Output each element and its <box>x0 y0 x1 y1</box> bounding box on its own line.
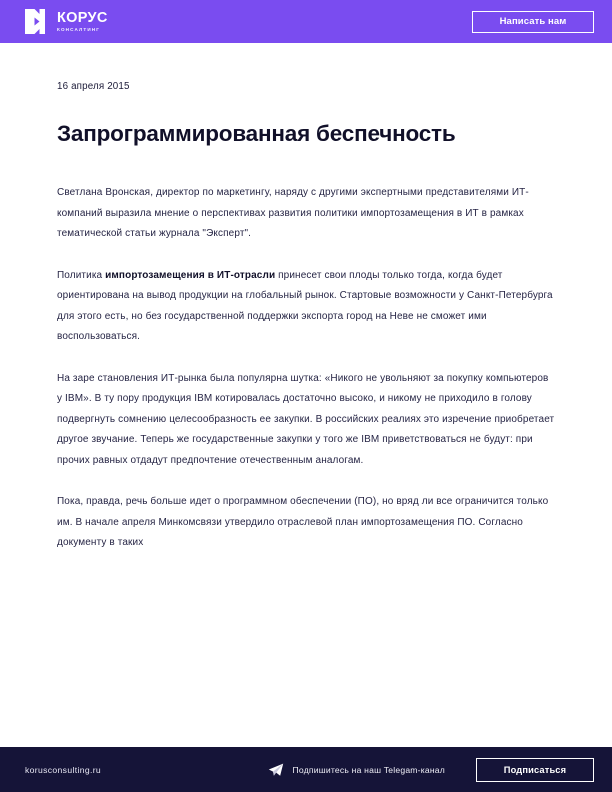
footer-promo-text: Подпишитесь на наш Telegam-канал <box>292 764 445 775</box>
site-header <box>0 0 612 43</box>
page-title: Запрограммированная беспечность <box>57 121 456 146</box>
article-paragraph <box>57 266 555 348</box>
telegram-paper-plane-icon <box>268 762 284 778</box>
footer-promo <box>268 758 594 782</box>
brand-subtitle: КОНСАЛТИНГ <box>57 26 101 32</box>
subscribe-button[interactable]: Подписаться <box>476 758 594 782</box>
emphasis-text: импортозамещения в ИТ-отрасли <box>105 269 276 281</box>
article-paragraph <box>57 369 555 472</box>
brand-wordmark <box>57 11 108 33</box>
article-paragraph <box>57 492 555 554</box>
paragraph-text: Пока, правда, речь больше идет о программном обеспечении (ПО), но вряд ли все ограничится только им. В начале апреля Минкомсвязи утвердило отраслевой план импортозамещения ПО. Согласно документу в таких <box>57 496 549 549</box>
article-body <box>57 183 555 554</box>
korus-logo-mark-icon <box>25 9 50 34</box>
paragraph-text: Светлана Вронская, директор по маркетингу, наряду с другими экспертными представителями ИТ-компаний выразила мнение о перспективах развития политики импортозамещения в ИТ в рамках тематической статьи журнала "Эксперт". <box>57 187 529 240</box>
site-footer <box>0 747 612 792</box>
paragraph-text: принесет свои плоды только тогда, когда будет ориентирована на вывод продукции на глобальный рынок. Стартовые возможности у Санкт-Петербурга для этого есть, но без государственной поддержки экспорта город на Неве не сможет ими воспользоваться. <box>57 269 553 343</box>
brand-logo[interactable] <box>25 9 108 34</box>
paragraph-text: Политика <box>57 269 106 281</box>
contact-us-button[interactable]: Написать нам <box>472 11 594 33</box>
brand-name: КОРУС <box>57 9 108 26</box>
paragraph-text: На заре становления ИТ-рынка была популярна шутка: «Никого не увольняют за покупку компьютеров у IBM». В ту пору продукция IBM котировалась достаточно высоко, и никому не приходило в голову подвергнуть сомнению целесообразность ее закупки. В российских реалиях это изречение приобретает другое звучание. Теперь же государственные закупки у того же IBM приветствоваться не будут: при прочих равных отдадут предпочтение отечественным аналогам. <box>57 372 555 466</box>
article-date: 16 апреля 2015 <box>57 81 130 92</box>
footer-site-url[interactable]: korusconsulting.ru <box>25 764 102 775</box>
article-main <box>0 81 612 554</box>
article-paragraph <box>57 183 555 245</box>
